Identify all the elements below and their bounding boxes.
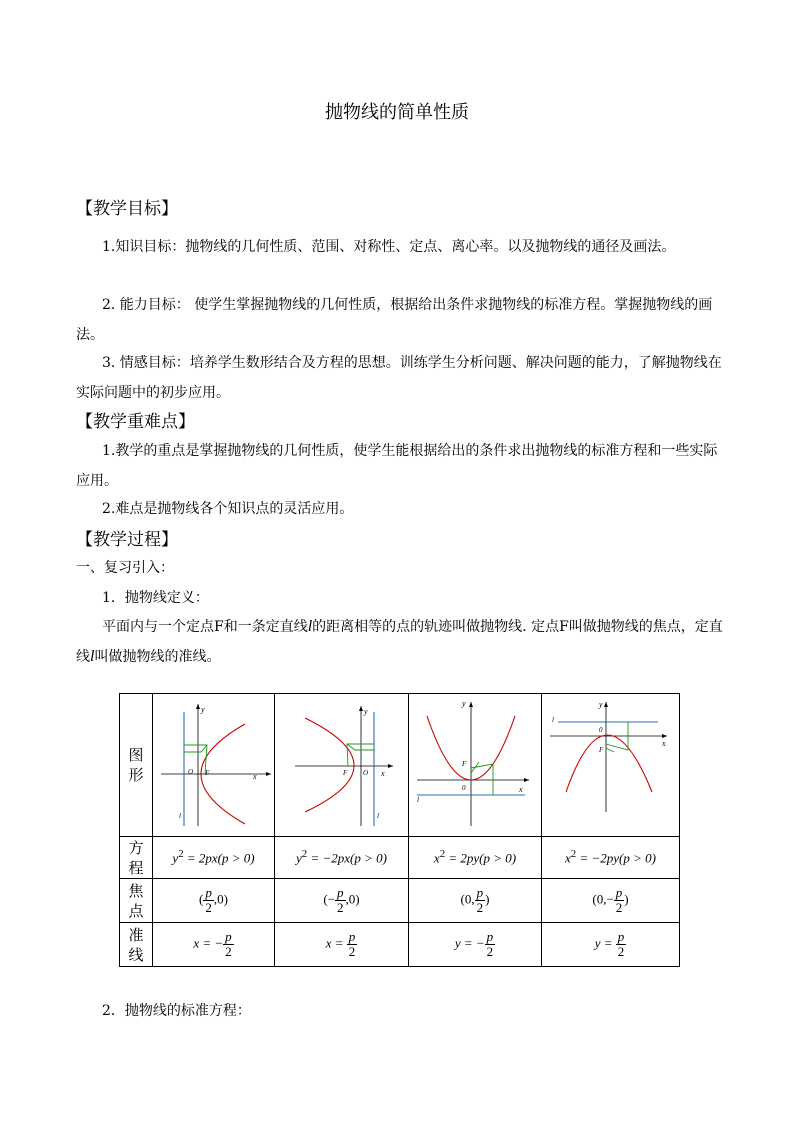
parabola-curve <box>305 718 354 812</box>
origin-label: 0 <box>462 784 466 792</box>
focus-cell: ( $\frac{p}{2}$ ,0) <box>153 879 275 923</box>
row-label-directrix: 准 线 <box>120 923 153 967</box>
graph-up-opening <box>409 694 541 832</box>
graph-cell-up <box>409 694 542 837</box>
row-label-figure: 图 形 <box>120 694 153 837</box>
directrix-label: l <box>552 716 554 724</box>
directrix-cell: y = $\frac{p}{2}$ <box>542 923 680 967</box>
axis-label-y: y <box>201 705 205 714</box>
focus-cell: (0,− $\frac{p}{2}$ ) <box>542 879 680 923</box>
equation-cell: $x^2 = 2py(p > 0)$ <box>409 837 542 879</box>
directrix-cell: x = $\frac{p}{2}$ <box>275 923 409 967</box>
directrix-label: l <box>179 812 181 820</box>
auxiliary-lines <box>606 722 628 752</box>
definition-heading: 1．抛物线定义： <box>102 590 209 606</box>
parabola-table <box>119 693 680 967</box>
key-point-2: 2.难点是抛物线各个知识点的灵活应用。 <box>102 501 354 517</box>
axis-label-x: x <box>519 785 523 794</box>
directrix-cell: y = − $\frac{p}{2}$ <box>409 923 542 967</box>
objective-1: 1.知识目标：抛物线的几何性质、范围、对称性、定点、离心率。以及抛物线的通径及画法。 <box>102 239 676 255</box>
axis-label-y: y <box>462 699 466 708</box>
graph-cell-left <box>275 694 409 837</box>
key-point-1: 1.教学的重点是掌握抛物线的几何性质，使学生能根据给出的条件求出抛物线的标准方程和一些实际应用。 <box>76 443 718 489</box>
graph-cell-right <box>153 694 275 837</box>
focus-row <box>120 879 680 923</box>
key-points-heading: 【教学重难点】 <box>76 412 195 432</box>
process-heading: 【教学过程】 <box>76 530 178 550</box>
equation-cell: $y^2 = 2px(p > 0)$ <box>153 837 275 879</box>
auxiliary-lines <box>471 762 493 795</box>
objective-3: 3. 情感目标：培养学生数形结合及方程的思想。训练学生分析问题、解决问题的能力，了解抛物线在实际问题中的初步应用。 <box>76 355 722 401</box>
origin-label: 0 <box>599 726 603 734</box>
directrix-label: l <box>377 812 379 820</box>
equation-cell: $y^2 = -2px(p > 0)$ <box>275 837 409 879</box>
axis-label-x: x <box>662 739 666 748</box>
focus-label: F <box>343 769 348 777</box>
directrix-label: l <box>417 796 419 804</box>
focus-cell: (− $\frac{p}{2}$ ,0) <box>275 879 409 923</box>
line-l-symbol: l <box>307 618 313 635</box>
row-label-equation: 方 程 <box>120 837 153 879</box>
page-title: 抛物线的简单性质 <box>325 102 469 123</box>
graph-left-opening <box>275 694 408 832</box>
focus-cell: (0, $\frac{p}{2}$ ) <box>409 879 542 923</box>
directrix-row <box>120 923 680 967</box>
graph-right-opening <box>153 694 274 832</box>
definition-paragraph: 平面内与一个定点F和一条定直线l的距离相等的点的轨迹叫做抛物线. 定点F叫做抛物线的焦点，定直线l叫做抛物线的准线。 <box>76 618 723 665</box>
graph-down-opening <box>542 694 679 832</box>
figure-row <box>120 694 680 837</box>
axis-label-y: y <box>364 707 368 716</box>
row-label-focus: 焦 点 <box>120 879 153 923</box>
review-heading: 一、复习引入： <box>76 560 174 576</box>
origin-label: O <box>363 769 369 777</box>
equation-row <box>120 837 680 879</box>
parabola-curve <box>566 735 652 792</box>
directrix-cell: x = − $\frac{p}{2}$ <box>153 923 275 967</box>
equation-cell: $x^2 = -2py(p > 0)$ <box>542 837 680 879</box>
axis-label-x: x <box>253 772 257 781</box>
objectives-heading: 【教学目标】 <box>76 199 178 219</box>
origin-label: O <box>188 768 194 776</box>
objective-2: 2. 能力目标： 使学生掌握抛物线的几何性质，根据给出条件求抛物线的标准方程。掌握抛物线的画法。 <box>76 297 713 343</box>
axis-label-y: y <box>599 700 603 709</box>
focus-label: F <box>462 760 467 768</box>
standard-equation-heading: 2．抛物线的标准方程： <box>102 1003 251 1019</box>
axis-label-x: x <box>381 769 385 778</box>
graph-cell-down <box>542 694 680 837</box>
focus-label: F <box>205 769 210 777</box>
line-l-symbol: l <box>90 648 95 665</box>
focus-label: F <box>599 746 604 754</box>
